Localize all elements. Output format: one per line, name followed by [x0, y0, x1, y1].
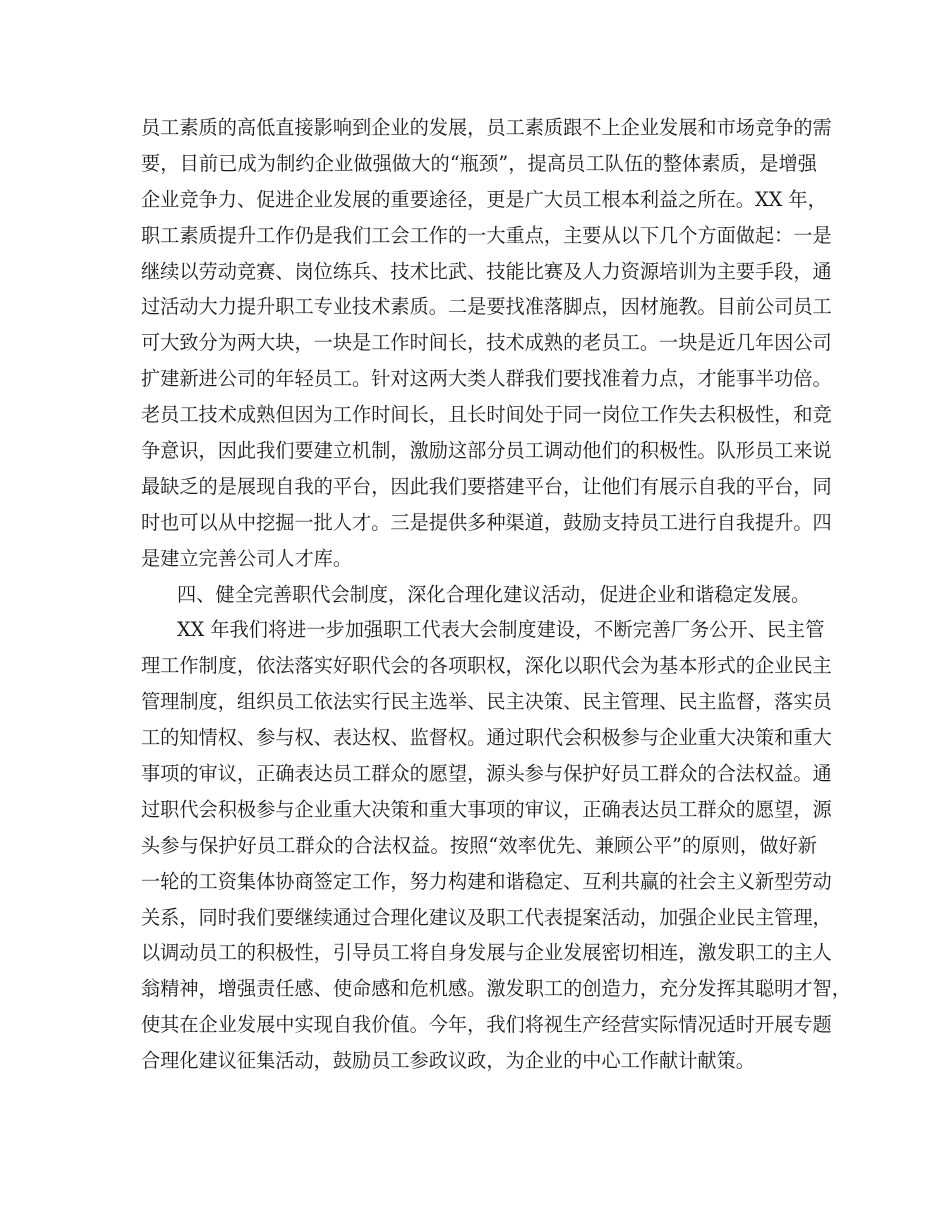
text-line: 过活动大力提升职工专业技术素质。二是要找准落脚点，因材施教。目前公司员工 — [141, 295, 832, 319]
text-line: 合理化建议征集活动，鼓励员工参政议政，为企业的中心工作献计献策。 — [141, 1049, 755, 1073]
text-line: 过职代会积极参与企业重大决策和重大事项的审议，正确表达员工群众的愿望，源 — [141, 797, 832, 821]
text-line: 是建立完善公司人才库。 — [141, 546, 353, 570]
text-line: 头参与保护好员工群众的合法权益。按照“效率优先、兼顾公平”的原则，做好新 — [141, 833, 817, 857]
text-line: 时也可以从中挖掘一批人才。三是提供多种渠道，鼓励支持员工进行自我提升。四 — [141, 510, 832, 534]
text-line: 扩建新进公司的年轻员工。针对这两大类人群我们要找准着力点，才能事半功倍。 — [141, 367, 832, 391]
text-line: 一轮的工资集体协商签定工作，努力构建和谐稳定、互利共赢的社会主义新型劳动 — [141, 869, 832, 893]
text-line: 要，目前已成为制约企业做强做大的“瓶颈”，提高员工队伍的整体素质，是增强 — [141, 151, 817, 175]
text-line: 翁精神，增强责任感、使命感和危机感。激发职工的创造力，充分发挥其聪明才智， — [141, 977, 851, 1001]
text-line: 继续以劳动竞赛、岗位练兵、技术比武、技能比赛及人力资源培训为主要手段，通 — [141, 259, 832, 283]
text-line: 使其在企业发展中实现自我价值。今年，我们将视生产经营实际情况适时开展专题 — [141, 1013, 832, 1037]
text-line: 工的知情权、参与权、表达权、监督权。通过职代会积极参与企业重大决策和重大 — [141, 726, 832, 750]
text-line: 最缺乏的是展现自我的平台，因此我们要搭建平台，让他们有展示自我的平台，同 — [141, 474, 832, 498]
text-line: 管理制度，组织员工依法实行民主选举、民主决策、民主管理、民主监督，落实员 — [141, 690, 832, 714]
text-line: 理工作制度，依法落实好职代会的各项职权，深化以职代会为基本形式的企业民主 — [141, 654, 832, 678]
text-line: 争意识，因此我们要建立机制，激励这部分员工调动他们的积极性。队形员工来说 — [141, 439, 832, 463]
text-line: 可大致分为两大块，一块是工作时间长，技术成熟的老员工。一块是近几年因公司 — [141, 331, 832, 355]
text-line: 职工素质提升工作仍是我们工会工作的一大重点，主要从以下几个方面做起：一是 — [141, 223, 832, 247]
body-text — [141, 110, 851, 1079]
text-line: 企业竞争力、促进企业发展的重要途径，更是广大员工根本利益之所在。XX 年， — [141, 187, 827, 211]
section-heading: 四、健全完善职代会制度，深化合理化建议活动，促进企业和谐稳定发展。 — [177, 582, 811, 606]
text-line: 关系，同时我们要继续通过合理化建议及职工代表提案活动，加强企业民主管理， — [141, 905, 832, 929]
text-line: 事项的审议，正确表达员工群众的愿望，源头参与保护好员工群众的合法权益。通 — [141, 762, 832, 786]
text-line: 员工素质的高低直接影响到企业的发展，员工素质跟不上企业发展和市场竞争的需 — [141, 116, 832, 139]
text-line: XX 年我们将进一步加强职工代表大会制度建设，不断完善厂务公开、民主管 — [177, 618, 825, 642]
text-line: 老员工技术成熟但因为工作时间长，且长时间处于同一岗位工作失去积极性，和竞 — [141, 403, 832, 427]
text-line: 以调动员工的积极性，引导员工将自身发展与企业发展密切相连，激发职工的主人 — [141, 941, 832, 965]
